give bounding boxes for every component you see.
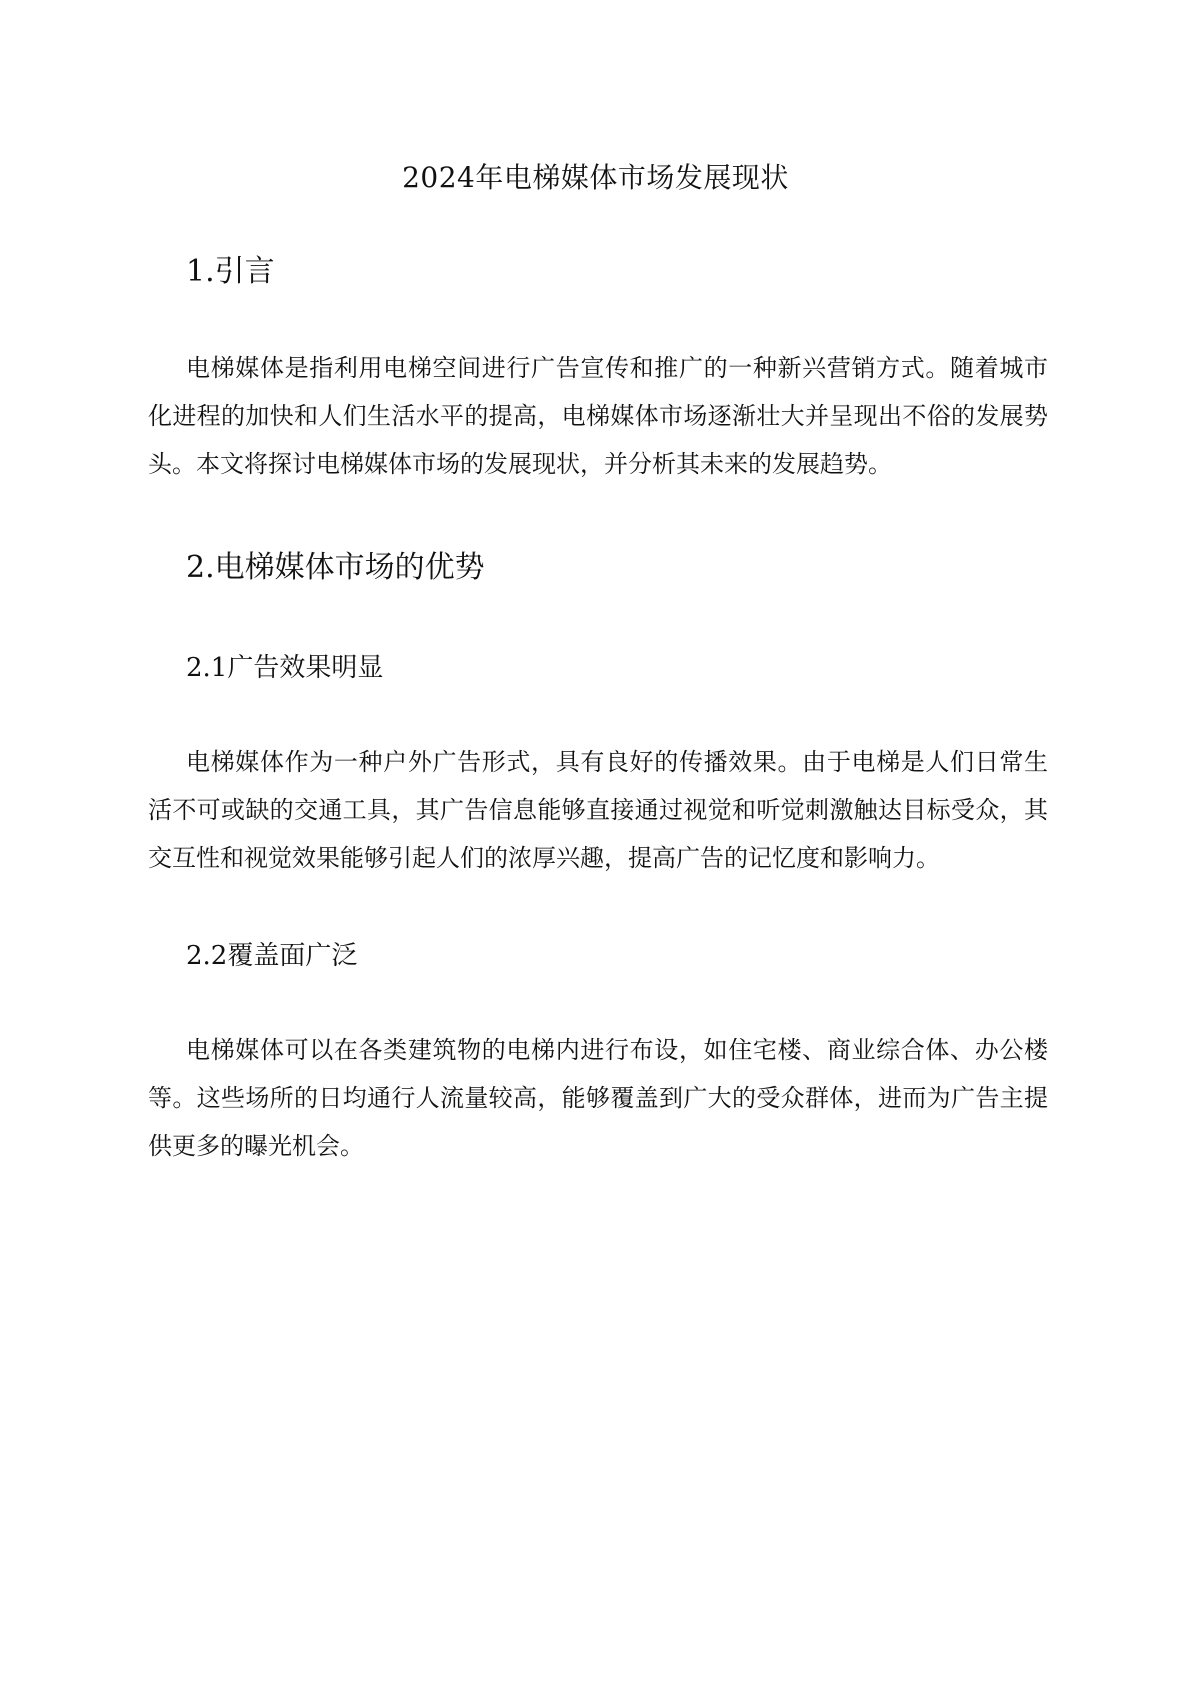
section-heading-introduction: 1.引言 bbox=[186, 254, 275, 289]
subsection-heading-ad-effect: 2.1广告效果明显 bbox=[186, 653, 384, 683]
paragraph-ad-effect: 电梯媒体作为一种户外广告形式，具有良好的传播效果。由于电梯是人们日常生活不可或缺的交通工具，其广告信息能够直接通过视觉和听觉刺激触达目标受众，其交互性和视觉效果能够引起人们的浓厚兴趣，提高广告的记忆度和影响力。 bbox=[148, 748, 1048, 872]
subsection-heading-coverage: 2.2覆盖面广泛 bbox=[186, 941, 358, 971]
paragraph-introduction: 电梯媒体是指利用电梯空间进行广告宣传和推广的一种新兴营销方式。随着城市化进程的加快和人们生活水平的提高，电梯媒体市场逐渐壮大并呈现出不俗的发展势头。本文将探讨电梯媒体市场的发展现状，并分析其未来的发展趋势。 bbox=[148, 354, 1048, 478]
document-title: 2024年电梯媒体市场发展现状 bbox=[402, 161, 789, 194]
paragraph-coverage: 电梯媒体可以在各类建筑物的电梯内进行布设，如住宅楼、商业综合体、办公楼等。这些场所的日均通行人流量较高，能够覆盖到广大的受众群体，进而为广告主提供更多的曝光机会。 bbox=[148, 1036, 1048, 1160]
section-heading-advantages: 2.电梯媒体市场的优势 bbox=[186, 550, 485, 585]
